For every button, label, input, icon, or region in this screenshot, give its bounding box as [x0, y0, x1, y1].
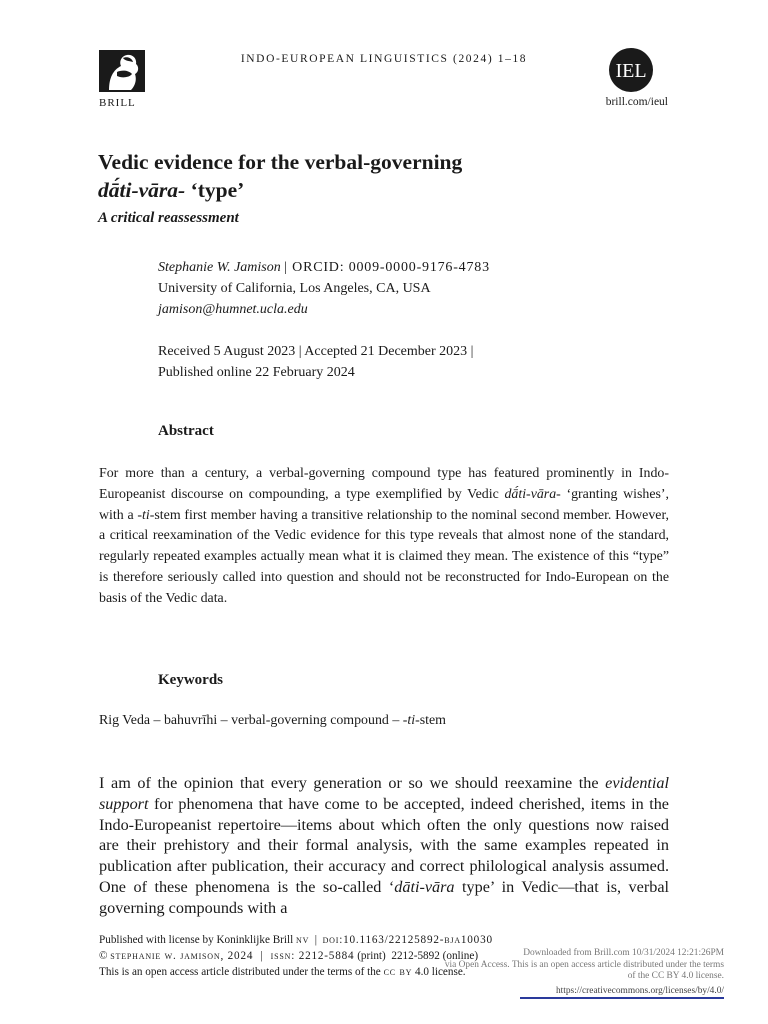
author-line — [158, 258, 678, 279]
keywords-term: ti — [407, 713, 416, 728]
article-title — [98, 148, 658, 204]
download-watermark — [420, 948, 724, 983]
abstract-part-2: ‘granting wishes’, with a — [99, 486, 669, 523]
journal-logo-text: IEL — [615, 60, 647, 82]
title-line-1: Vedic evidence for the verbal-governing — [98, 150, 463, 174]
title-line-2 — [98, 176, 658, 204]
abstract-part-3: stem first member having a transitive relationship to the nominal second member. However, a critical reexamination of the Vedic evidence for this type reveals that almost none of the standard, regularly repeated examples actually mean what it is claimed they mean. The existence of this “type” is therefore seriously called into question and should not be reconstructed for Indo-European on the basis of the Vedic data. — [99, 507, 669, 606]
author-block — [158, 258, 678, 320]
title-gloss: ‘type’ — [185, 178, 245, 202]
download-line-1: Downloaded from Brill.com 10/31/2024 12:21:26PM — [523, 948, 724, 958]
body-term: dāti-vāra — [394, 877, 455, 896]
keywords-list — [99, 713, 669, 729]
footer-copyright: © — [99, 950, 111, 962]
footer-separator: | — [309, 934, 323, 946]
download-line-2: via Open Access. This is an open access article distributed under the terms — [444, 959, 724, 970]
keywords-part-1: Rig Veda – bahuvrīhi – verbal-governing compound – - — [99, 713, 408, 728]
footer-issn: stephanie w. jamison, 2024 | issn: 2212-5884 — [110, 950, 355, 962]
footer-doi[interactable]: doi:10.1163/22125892-bja10030 — [322, 934, 493, 946]
footer-license: Published with license by Koninklijke Brill — [99, 934, 297, 946]
title-term: dā́ti-vāra- — [98, 178, 186, 202]
body-emphasis: evidential support — [99, 774, 669, 813]
dates-line-2: Published online 22 February 2024 — [158, 364, 355, 380]
download-line-3: of the CC BY 4.0 license. — [627, 971, 724, 982]
author-name: Stephanie W. Jamison — [158, 260, 281, 275]
body-part-b: for phenomena that have come to be accepted, indeed cherished, items in the Indo-Europeanist repertoire—items about which often the only questions now raised are their prehistory and their formal analysis, with the same examples repeated in publication after publication, their accuracy and correct philological analysis assumed. One of these phenomena is the so-called ‘ — [99, 794, 669, 896]
footer-ccby: cc by — [383, 966, 413, 978]
running-head: INDO-EUROPEAN LINGUISTICS (2024) 1–18 — [240, 53, 528, 65]
keywords-heading: Keywords — [158, 672, 223, 688]
journal-url[interactable]: brill.com/ieul — [605, 96, 668, 108]
footer-line-1 — [99, 932, 669, 948]
author-orcid[interactable]: | ORCID: 0009-0000-9176-4783 — [284, 260, 490, 275]
abstract-term-2: -ti- — [137, 507, 155, 523]
abstract-term-1: dā́ti-vāra- — [504, 486, 561, 502]
footer-license-version: 4.0 license. — [412, 966, 466, 978]
journal-logo — [608, 47, 654, 93]
license-link[interactable]: https://creativecommons.org/licenses/by/4.0/ — [520, 986, 724, 999]
body-part-a: I am of the opinion that every generation or so we should reexamine the — [99, 774, 606, 792]
footer-issn-online: (print) 2212-5892 (online) — [354, 950, 479, 962]
publication-dates — [158, 342, 578, 384]
keywords-part-2: -stem — [415, 713, 446, 728]
dates-line-1: Received 5 August 2023 | Accepted 21 December 2023 | — [158, 344, 474, 359]
footer-nv: nv — [296, 934, 310, 946]
publisher-name: BRILL — [99, 97, 136, 109]
abstract-heading: Abstract — [158, 423, 214, 439]
body-paragraph — [99, 773, 669, 919]
abstract-part-1: For more than a century, a verbal-governing compound type has featured prominently in Indo-Europeanist discourse on compounding, a type exemplified by Vedic — [99, 466, 669, 502]
author-email[interactable]: jamison@humnet.ucla.edu — [158, 301, 308, 317]
body-part-c: type’ in Vedic—that is, verbal governing compounds with a — [99, 877, 670, 917]
author-affiliation: University of California, Los Angeles, CA, USA — [158, 280, 431, 296]
footer-oa: This is an open access article distributed under the terms of the — [99, 966, 384, 978]
article-subtitle: A critical reassessment — [98, 210, 239, 226]
abstract-text — [99, 464, 669, 610]
